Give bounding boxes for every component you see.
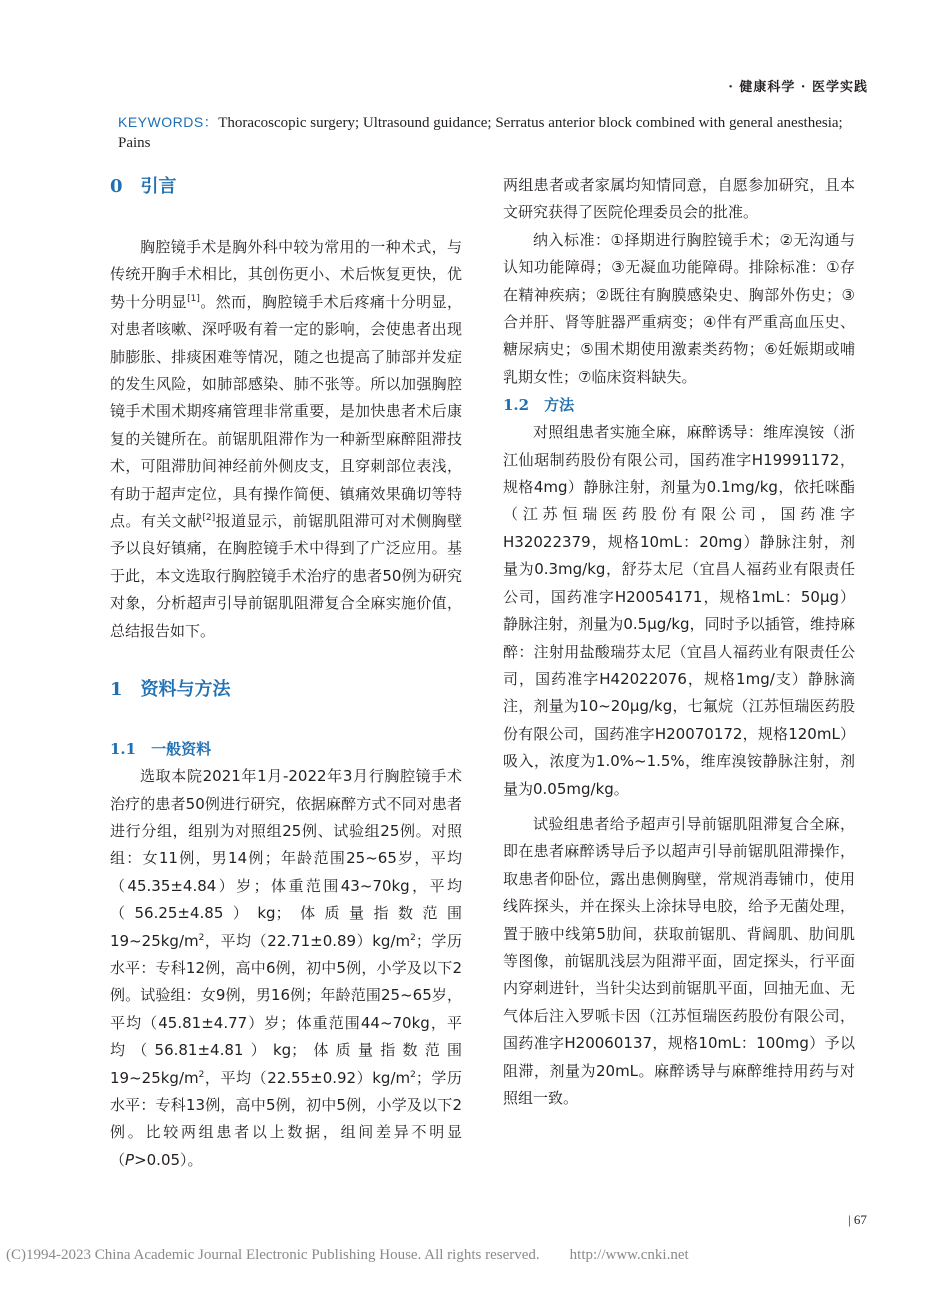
method-heading: 1.2 方法	[503, 396, 575, 415]
copyright-notice: (C)1994-2023 China Academic Journal Electronic Publishing House. All rights reserved. http://www.cnki.net	[6, 1247, 689, 1263]
methods-heading: 1 资料与方法	[110, 679, 231, 701]
page-number: | 67	[848, 1212, 867, 1227]
control-group-paragraph: 对照组患者实施全麻，麻醉诱导：维库溴铵（浙江仙琚制药股份有限公司，国药准字H19991172，规格4mg）静脉注射，剂量为0.1mg/kg，依托咪酯（江苏恒瑞医药股份有限公司，国药准字H32022379，规格10mL：20mg）静脉注射，剂量为0.3mg/kg，舒芬太尼（宜昌人福药业有限责任公司，国药准字H20054171，规格1mL：50μg）静脉注射，剂量为0.5μg/kg，同时予以插管，维持麻醉：注射用盐酸瑞芬太尼（宜昌人福药业有限责任公司，国药准字H42022076，规格1mg/支）静脉滴注，剂量为10~20μg/kg，七氟烷（江苏恒瑞医药股份有限公司，国药准字H20070172，规格120mL）吸入，浓度为1.0%~1.5%，维库溴铵静脉注射，剂量为0.05mg/kg。	[503, 423, 855, 798]
consent-paragraph: 两组患者或者家属均知情同意，自愿参加研究，且本文研究获得了医院伦理委员会的批准。	[503, 176, 855, 222]
left-column	[110, 172, 462, 1174]
keywords-text: Thoracoscopic surgery; Ultrasound guidance; Serratus anterior block combined with general anesthesia; Pains	[118, 115, 843, 151]
intro-heading: 0 引言	[110, 176, 177, 197]
general-info-paragraph: 选取本院2021年1月-2022年3月行胸腔镜手术治疗的患者50例进行研究，依据麻醉方式不同对患者进行分组，组别为对照组25例、试验组25例。对照组：女11例，男14例；年龄范围25~65岁，平均（45.35±4.84）岁；体重范围43~70kg，平均（56.25±4.85）kg；体质量指数范围$19\sim 25kg/m^2$，平均$(22.71\pm 0.89)kg/m^2$；学历水平：专科12例，高中6例，初中5例，小学及以下2例。试验组：女9例，男16例；年龄范围25~65岁，平均（45.81±4.77）岁；体重范围44~70kg，平均（56.81±4.81）kg；体质量指数范围$19\sim 25kg/m^2$，平均$(22.55\pm 0.92)kg/m^2$；学历水平：专科13例，高中5例，初中5例，小学及以下2例。比较两组患者以上数据，组间差异不明显（P>0.05）。	[110, 767, 462, 1169]
general-info-heading: 1.1 一般资料	[110, 740, 212, 759]
ref-1: [1]	[187, 293, 200, 304]
keywords-block	[118, 112, 856, 153]
right-column	[503, 172, 855, 1112]
keywords-label: KEYWORDS：	[118, 114, 219, 130]
criteria-paragraph: 纳入标准：①择期进行胸腔镜手术；②无沟通与认知功能障碍；③无凝血功能障碍。排除标准：①存在精神疾病；②既往有胸膜感染史、胸部外伤史；③合并肝、肾等脏器严重病变；④伴有严重高血压史、糖尿病史；⑤围术期使用激素类药物；⑥妊娠期或哺乳期女性；⑦临床资料缺失。	[503, 230, 855, 386]
journal-section-tag: · 健康科学 · 医学实践	[728, 80, 868, 95]
ref-2: [2]	[202, 513, 216, 524]
intro-paragraph: 胸腔镜手术是胸外科中较为常用的一种术式，与传统开胸手术相比，其创伤更小、术后恢复更快，优势十分明显[1]。然而，胸腔镜手术后疼痛十分明显，对患者咳嗽、深呼吸有着一定的影响，会使患者出现肺膨胀、排痰困难等情况，随之也提高了肺部并发症的发生风险，如肺部感染、肺不张等。所以加强胸腔镜手术围术期疼痛管理非常重要，是加快患者术后康复的关键所在。前锯肌阻滞作为一种新型麻醉阻滞技术，可阻滞肋间神经前外侧皮支，且穿刺部位表浅，有助于超声定位，具有操作简便、镇痛效果确切等特点。有关文献[2]报道显示，前锯肌阻滞可对术侧胸壁予以良好镇痛，在胸腔镜手术中得到了广泛应用。基于此，本文选取行胸腔镜手术治疗的患者50例为研究对象，分析超声引导前锯肌阻滞复合全麻实施价值，总结报告如下。	[110, 238, 462, 640]
experiment-group-paragraph: 试验组患者给予超声引导前锯肌阻滞复合全麻，即在患者麻醉诱导后予以超声引导前锯肌阻滞操作，取患者仰卧位，露出患侧胸壁，常规消毒铺巾，使用线阵探头，并在探头上涂抹导电胶，给予无菌处理，置于腋中线第5肋间，获取前锯肌、背阔肌、肋间肌等图像，前锯肌浅层为阻滞平面，固定探头，行平面内穿刺进针，当针尖达到前锯肌平面，回抽无血、无气体后注入罗哌卡因（江苏恒瑞医药股份有限公司，国药准字H20060137，规格10mL：100mg）予以阻滞，剂量为20mL。麻醉诱导与麻醉维持用药与对照组一致。	[503, 814, 855, 1107]
